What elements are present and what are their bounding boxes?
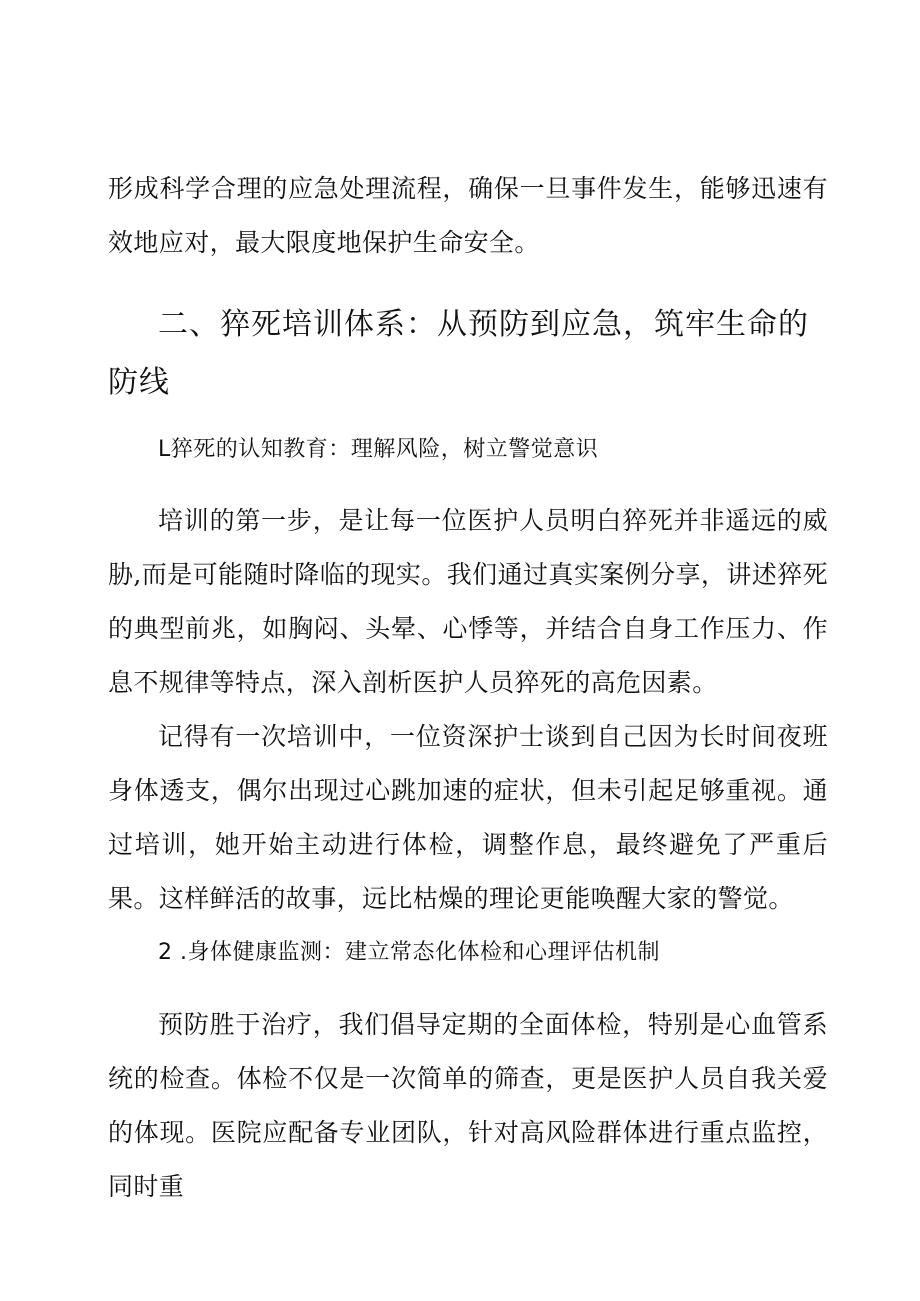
subsection-1-heading: L猝死的认知教育：理解风险，树立警觉意识 (158, 437, 599, 462)
subsection-1-paragraph-1: 培训的第一步，是让每一位医护人员明白猝死并非遥远的威胁,而是可能随时降临的现实。我们通过真实案例分享，讲述猝死的典型前兆，如胸闷、头晕、心悸等，并结合自身工作压力、作息不规律等特点，深入剖析医护人员猝死的高危因素。 (108, 506, 828, 697)
subsection-2-paragraph-1: 预防胜于治疗，我们倡导定期的全面体检，特别是心血管系统的检查。体检不仅是一次简单的筛查，更是医护人员自我关爱的体现。医院应配备专业团队，针对高风险群体进行重点监控，同时重 (108, 1010, 828, 1201)
subsection-1-paragraph-2: 记得有一次培训中，一位资深护士谈到自己因为长时间夜班身体透支，偶尔出现过心跳加速的症状，但未引起足够重视。通过培训，她开始主动进行体检，调整作息，最终避免了严重后果。这样鲜活的故事，远比枯燥的理论更能唤醒大家的警觉。 (108, 722, 828, 913)
subsection-2-heading: 2 .身体健康监测：建立常态化体检和心理评估机制 (158, 940, 660, 965)
section-heading: 二、猝死培训体系：从预防到应急，筑牢生命的防线 (108, 307, 809, 400)
intro-paragraph-end: 形成科学合理的应急处理流程，确保一旦事件发生，能够迅速有效地应对，最大限度地保护生命安全。 (108, 174, 828, 257)
